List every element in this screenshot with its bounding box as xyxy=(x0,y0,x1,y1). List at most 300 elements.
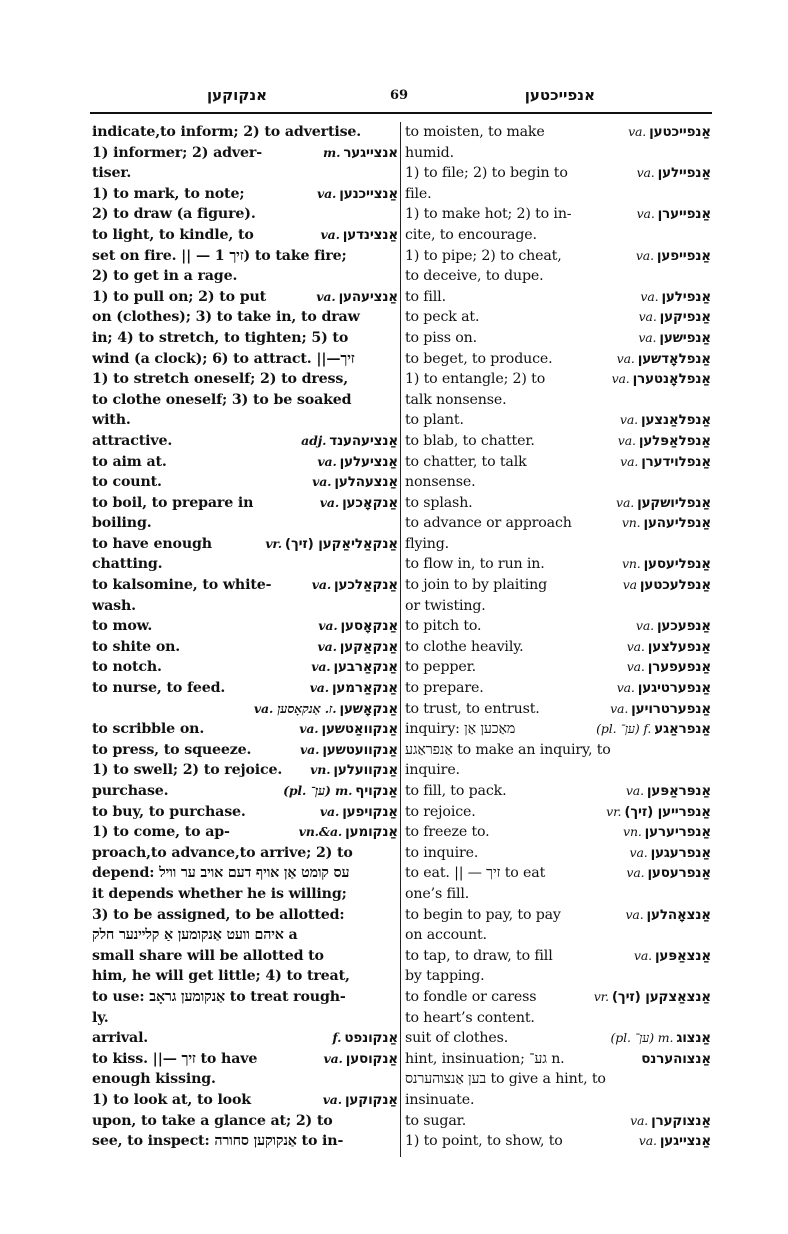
headword: אַנקאַלכען xyxy=(334,577,398,594)
definition-text: arrival. xyxy=(92,1030,149,1047)
definition-text: chatting. xyxy=(92,556,163,573)
definition-text: 1) to pull on; 2) to put xyxy=(92,288,267,305)
dictionary-line xyxy=(92,1028,398,1049)
definition-text: to inquire. xyxy=(405,844,479,861)
dictionary-line xyxy=(405,163,711,184)
headword: אַנציעהען xyxy=(338,288,398,305)
dictionary-line xyxy=(405,905,711,926)
dictionary-line xyxy=(405,678,711,699)
grammar-label: f. xyxy=(332,1030,342,1046)
grammar-label: va. xyxy=(638,329,657,345)
headword: אַנצייגען xyxy=(659,1133,711,1150)
definition-text: to blab, to chatter. xyxy=(405,432,535,449)
headword: אַנצעהלען xyxy=(334,474,398,491)
headword: אַנפיקען xyxy=(659,309,711,326)
dictionary-line xyxy=(92,637,398,658)
grammar-label: va. xyxy=(626,865,645,881)
headword: אַנפערטיגען xyxy=(637,680,711,697)
grammar-label: va. xyxy=(316,185,337,201)
headword: אַנצוקערן xyxy=(651,1112,711,1129)
definition-text: with. xyxy=(92,412,131,429)
dictionary-line xyxy=(92,884,398,905)
dictionary-line xyxy=(405,863,711,884)
dictionary-line xyxy=(405,143,711,164)
dictionary-line xyxy=(92,925,398,946)
definition-text: to heart’s content. xyxy=(405,1009,535,1026)
dictionary-line xyxy=(92,410,398,431)
definition-text: 1) to make hot; 2) to in- xyxy=(405,206,572,223)
definition-text: inquire. xyxy=(405,762,460,779)
grammar-label: vn. xyxy=(623,824,642,840)
dictionary-line xyxy=(92,616,398,637)
definition-text: indicate,to inform; 2) to advertise. xyxy=(92,124,362,140)
definition-text: בען אַנצוהערנס to give a hint, to xyxy=(405,1071,606,1088)
dictionary-line xyxy=(405,1008,711,1029)
definition-text: on (clothes); 3) to take in, to draw xyxy=(92,309,360,326)
headword: אַנקאַרבען xyxy=(333,659,398,676)
grammar-label: vr. xyxy=(606,803,622,819)
grammar-label: va. xyxy=(628,124,647,139)
definition-text: 2) to draw (a figure). xyxy=(92,206,256,223)
dictionary-line xyxy=(405,266,711,287)
headword: אַנקוסען xyxy=(345,1050,398,1067)
definition-text: to begin to pay, to pay xyxy=(405,906,561,923)
definition-text: 1) to swell; 2) to rejoice. xyxy=(92,762,283,779)
grammar-label: vr. xyxy=(593,988,609,1004)
headword: אַנפליעהען xyxy=(643,515,711,532)
definition-text: to moisten, to make xyxy=(405,124,545,140)
dictionary-line xyxy=(92,534,398,555)
definition-text: to freeze to. xyxy=(405,824,490,841)
headword: אַנפליעסען xyxy=(643,556,711,573)
grammar-label: (pl. ען־) m. xyxy=(283,783,353,798)
definition-text: to count. xyxy=(92,474,162,491)
definition-text: 1) to pipe; 2) to cheat, xyxy=(405,247,562,264)
dictionary-line xyxy=(92,472,398,493)
grammar-label: va. xyxy=(638,309,657,325)
dictionary-line xyxy=(92,307,398,328)
definition-text: tiser. xyxy=(92,165,132,182)
grammar-label: va. xyxy=(616,680,635,696)
headword: אַנפייפען xyxy=(656,247,711,264)
headword: אַנקאָסען xyxy=(340,618,398,635)
grammar-label: va. xyxy=(312,474,332,490)
dictionary-line xyxy=(92,143,398,164)
grammar-label: va. xyxy=(317,638,337,654)
definition-text: insinuate. xyxy=(405,1091,475,1108)
grammar-label: va. xyxy=(636,206,655,222)
dictionary-line xyxy=(405,349,711,370)
dictionary-line xyxy=(92,554,398,575)
definition-text: to notch. xyxy=(92,659,162,676)
definition-text: to pepper. xyxy=(405,659,477,676)
grammar-label: va. xyxy=(638,1133,657,1149)
headword: אַנצאַצקען (זיך) xyxy=(611,988,711,1005)
headword: אַנפלאַנצען xyxy=(640,412,711,429)
dictionary-line xyxy=(92,966,398,987)
column-divider xyxy=(400,122,401,1157)
dictionary-line xyxy=(92,1008,398,1029)
definition-text: wash. xyxy=(92,597,136,614)
definition-text: 1) to point, to show, to xyxy=(405,1133,563,1150)
grammar-label: va. xyxy=(636,165,655,181)
headword: אַנקאָשען xyxy=(339,700,398,717)
dictionary-line xyxy=(92,802,398,823)
dictionary-line xyxy=(405,802,711,823)
dictionary-line xyxy=(405,1131,711,1152)
definition-text: to kiss. ||— זיך to have xyxy=(92,1050,258,1067)
definition-text: hint, insinuation; גע־ n. xyxy=(405,1050,565,1067)
dictionary-line xyxy=(405,884,711,905)
headword: אַנפיילען xyxy=(657,165,711,182)
grammar-label: va. xyxy=(620,453,639,469)
definition-text: in; 4) to stretch, to tighten; 5) to xyxy=(92,329,349,346)
dictionary-line xyxy=(92,1131,398,1152)
definition-text: set on fire. || — זיך 1) to take fire; xyxy=(92,247,347,264)
grammar-label: (pl. ען־) m. xyxy=(610,1030,674,1046)
dictionary-line xyxy=(92,863,398,884)
dictionary-line xyxy=(405,946,711,967)
dictionary-line xyxy=(92,657,398,678)
header-right-word: אנפייכטען xyxy=(524,86,595,104)
dictionary-line xyxy=(405,122,711,143)
dictionary-line xyxy=(92,266,398,287)
dictionary-line xyxy=(405,1111,711,1132)
definition-text: to pitch to. xyxy=(405,618,482,635)
headword: אַנפייכטען xyxy=(649,124,711,140)
headword: אַנפלאָדשען xyxy=(637,350,711,367)
dictionary-line xyxy=(405,1069,711,1090)
grammar-label: va. xyxy=(320,226,340,242)
dictionary-line xyxy=(92,204,398,225)
dictionary-line xyxy=(405,513,711,534)
grammar-label: va. xyxy=(630,1112,649,1128)
grammar-label: m. xyxy=(323,144,341,160)
dictionary-line xyxy=(405,472,711,493)
definition-text: boiling. xyxy=(92,515,152,532)
dictionary-line xyxy=(92,431,398,452)
dictionary-line xyxy=(405,328,711,349)
headword: אַנפישען xyxy=(659,329,711,346)
headword: אַנפעכען xyxy=(656,618,711,635)
dictionary-line xyxy=(405,760,711,781)
dictionary-line xyxy=(405,657,711,678)
definition-text: to eat. || — זיך to eat xyxy=(405,865,546,882)
dictionary-line xyxy=(92,287,398,308)
header-rule xyxy=(90,112,712,114)
headword: אַנפּראַפּען xyxy=(646,783,711,799)
dictionary-line xyxy=(405,184,711,205)
grammar-label: va. xyxy=(316,288,336,304)
definition-text: 1) to look at, to look xyxy=(92,1091,251,1108)
left-column xyxy=(92,122,398,1152)
headword: אַנפליושקען xyxy=(637,494,711,511)
definition-text: to have enough xyxy=(92,535,212,552)
headword: אנצייגער xyxy=(343,144,398,161)
definition-text: to advance or approach xyxy=(405,515,572,532)
definition-text: by tapping. xyxy=(405,968,485,985)
dictionary-line xyxy=(92,575,398,596)
dictionary-line xyxy=(92,1090,398,1111)
definition-text: humid. xyxy=(405,144,454,161)
definition-text: to deceive, to dupe. xyxy=(405,268,544,285)
grammar-label: va. xyxy=(619,412,638,428)
headword: אַנקוואַטשען xyxy=(321,721,398,738)
headword: אַנפעלצען xyxy=(647,638,711,655)
dictionary-line xyxy=(92,719,398,740)
definition-text: inquiry: מאַכען אַן xyxy=(405,721,516,738)
dictionary-line xyxy=(405,1028,711,1049)
headword: אַנקויפען xyxy=(342,803,398,820)
dictionary-line xyxy=(405,554,711,575)
definition-text: nonsense. xyxy=(405,474,476,491)
dictionary-line xyxy=(92,246,398,267)
definition-text: 1) to file; 2) to begin to xyxy=(405,165,568,182)
definition-text: to mow. xyxy=(92,618,153,635)
headword: אַנפלאָנטערן xyxy=(632,371,711,388)
headword: אַנפלוידערן xyxy=(641,453,711,470)
dictionary-line xyxy=(92,781,398,802)
definition-text: him, he will get little; 4) to treat, xyxy=(92,968,350,985)
grammar-label: va. xyxy=(319,803,340,819)
headword: אַנפעפערן xyxy=(647,659,711,676)
dictionary-line xyxy=(92,225,398,246)
grammar-label: va. xyxy=(626,659,645,675)
headword: אַנפראַגע xyxy=(654,721,711,738)
dictionary-line xyxy=(405,781,711,802)
right-column xyxy=(405,122,711,1152)
definition-text: איהם וועט אַנקומען אַ קליינער חלק a xyxy=(92,927,298,944)
definition-text: small share will be allotted to xyxy=(92,947,324,964)
headword: אַנקונפט xyxy=(344,1030,398,1047)
headword: אַנצינדען xyxy=(342,226,398,243)
dictionary-line xyxy=(405,843,711,864)
definition-text: 3) to be assigned, to be allotted: xyxy=(92,906,345,923)
headword: אַנצוג xyxy=(676,1030,711,1047)
definition-text: flying. xyxy=(405,535,450,552)
definition-text: to chatter, to talk xyxy=(405,453,527,470)
dictionary-line xyxy=(92,452,398,473)
headword: אַנציעלען xyxy=(339,453,398,470)
definition-text: to scribble on. xyxy=(92,721,205,738)
dictionary-line xyxy=(405,596,711,617)
grammar-label: vn. xyxy=(621,515,641,531)
dictionary-line xyxy=(405,616,711,637)
headword: אַנצייכנען xyxy=(339,185,398,202)
grammar-label: va. xyxy=(626,638,645,654)
definition-text: to plant. xyxy=(405,412,464,429)
header-left-word: אנקוקען xyxy=(207,86,268,104)
dictionary-line xyxy=(92,699,398,720)
dictionary-line xyxy=(405,307,711,328)
headword: אַנפרייען (זיך) xyxy=(624,803,711,820)
definition-text: ly. xyxy=(92,1009,109,1026)
grammar-label: va. xyxy=(629,844,648,860)
dictionary-line xyxy=(92,1111,398,1132)
dictionary-line xyxy=(92,822,398,843)
definition-text: to prepare. xyxy=(405,680,484,697)
dictionary-line xyxy=(92,349,398,370)
grammar-label: va. xyxy=(617,432,636,448)
grammar-label: va. xyxy=(322,1091,342,1107)
dictionary-line xyxy=(405,493,711,514)
dictionary-line xyxy=(92,184,398,205)
headword: אַנצאָהלען xyxy=(646,906,711,923)
definition-text: upon, to take a glance at; 2) to xyxy=(92,1112,333,1129)
dictionary-line xyxy=(405,410,711,431)
dictionary-line xyxy=(405,1090,711,1111)
dictionary-line xyxy=(405,699,711,720)
dictionary-line xyxy=(405,390,711,411)
grammar-label: va. xyxy=(616,494,635,510)
definition-text: to flow in, to run in. xyxy=(405,556,545,573)
grammar-label: va. xyxy=(309,680,329,696)
definition-text: or twisting. xyxy=(405,597,486,614)
definition-text: to fondle or caress xyxy=(405,988,537,1005)
grammar-label: adj. xyxy=(301,432,327,448)
running-header xyxy=(92,86,710,108)
grammar-label: va xyxy=(622,577,637,593)
definition-text: to kalsomine, to white- xyxy=(92,577,272,594)
grammar-label: va. xyxy=(319,494,340,510)
definition-text: to fill. xyxy=(405,288,446,305)
dictionary-line xyxy=(405,822,711,843)
definition-text: to light, to kindle, to xyxy=(92,226,254,243)
dictionary-line xyxy=(405,225,711,246)
grammar-label: vr. xyxy=(265,535,282,551)
definition-text: to aim at. xyxy=(92,453,167,470)
grammar-label: va. xyxy=(611,371,630,387)
headword: אַנצאַפּען xyxy=(654,947,711,964)
dictionary-line xyxy=(405,204,711,225)
dictionary-line xyxy=(92,122,398,143)
definition-text: one’s fill. xyxy=(405,885,470,902)
grammar-label: va. xyxy=(300,741,320,757)
grammar-label: va. xyxy=(299,721,319,737)
headword: אַנקאָכען xyxy=(342,494,398,511)
headword: אַנציעהענד xyxy=(329,432,398,449)
definition-text: 2) to get in a rage. xyxy=(92,268,238,285)
definition-text: 1) to entangle; 2) to xyxy=(405,371,546,388)
definition-text: enough kissing. xyxy=(92,1071,216,1088)
dictionary-line xyxy=(92,1049,398,1070)
headword: אַנפלעכטען xyxy=(639,577,711,594)
headword: אַנקומען xyxy=(345,824,398,841)
headword: אַנקוקען xyxy=(344,1091,398,1108)
dictionary-line xyxy=(405,1049,711,1070)
headword: אַנפריערען xyxy=(644,824,711,841)
definition-text: to clothe oneself; 3) to be soaked xyxy=(92,391,352,408)
headword: אַנקוועטשען xyxy=(322,741,398,758)
grammar-label: va. xyxy=(610,700,629,716)
dictionary-line xyxy=(92,390,398,411)
headword: אַנקויף xyxy=(355,783,398,799)
dictionary-line xyxy=(92,760,398,781)
grammar-label: va. xyxy=(318,618,338,634)
definition-text: 1) informer; 2) adver- xyxy=(92,144,262,161)
headword: אַנפילען xyxy=(661,288,711,305)
headword: אַנקאַליאַקען (זיך) xyxy=(284,535,398,552)
definition-text: to peck at. xyxy=(405,309,480,326)
headword: אַנפלאַפּלען xyxy=(638,432,711,449)
definition-text: on account. xyxy=(405,927,487,944)
definition-text: אַנפראַגע to make an inquiry, to xyxy=(405,741,611,758)
definition-text: suit of clothes. xyxy=(405,1030,509,1047)
grammar-label: va. xyxy=(640,288,659,304)
dictionary-line xyxy=(92,987,398,1008)
definition-text: wind (a clock); 6) to attract. ||—זיך xyxy=(92,350,355,367)
definition-text: to tap, to draw, to fill xyxy=(405,947,553,964)
grammar-label: va. xyxy=(311,659,331,675)
dictionary-line xyxy=(92,905,398,926)
dictionary-line xyxy=(405,637,711,658)
definition-text: to boil, to prepare in xyxy=(92,494,254,511)
grammar-label: va. ז. אַנקאָסען. xyxy=(253,700,337,716)
dictionary-line xyxy=(92,946,398,967)
grammar-label: vn. xyxy=(310,762,331,778)
headword: אַנקוועלען xyxy=(333,762,398,779)
headword: אַנקאַרמען xyxy=(331,680,398,697)
dictionary-line xyxy=(405,534,711,555)
definition-text: to press, to squeeze. xyxy=(92,741,252,758)
definition-text: 1) to come, to ap- xyxy=(92,824,230,841)
definition-text: to splash. xyxy=(405,494,473,511)
dictionary-line xyxy=(405,246,711,267)
grammar-label: va. xyxy=(311,577,332,593)
definition-text: attractive. xyxy=(92,432,173,449)
grammar-label: va. xyxy=(633,947,652,963)
definition-text: to join to by plaiting xyxy=(405,577,548,594)
dictionary-line xyxy=(92,493,398,514)
definition-text: to buy, to purchase. xyxy=(92,803,246,820)
definition-text: to use: אַנקומען גראָב to treat rough- xyxy=(92,988,346,1005)
page-number: 69 xyxy=(390,88,409,103)
grammar-label: va. xyxy=(635,618,654,634)
dictionary-line xyxy=(92,1069,398,1090)
dictionary-line xyxy=(405,369,711,390)
dictionary-line xyxy=(405,287,711,308)
headword: אַנפייערן xyxy=(657,206,711,223)
definition-text: purchase. xyxy=(92,783,169,799)
definition-text: to clothe heavily. xyxy=(405,638,524,655)
headword: אַנפרעסען xyxy=(647,865,711,882)
definition-text: 1) to mark, to note; xyxy=(92,185,245,202)
grammar-label: va. xyxy=(625,906,644,922)
definition-text: to shite on. xyxy=(92,638,181,655)
definition-text: it depends whether he is willing; xyxy=(92,885,347,902)
definition-text: to fill, to pack. xyxy=(405,783,507,799)
dictionary-line xyxy=(405,987,711,1008)
dictionary-line xyxy=(405,740,711,761)
headword: אַנקאַקען xyxy=(339,638,398,655)
headword: אַנצוהערנס xyxy=(641,1050,711,1067)
dictionary-line xyxy=(92,596,398,617)
definition-text: see, to inspect: אַנקוקען סחורה to in- xyxy=(92,1133,344,1150)
definition-text: cite, to encourage. xyxy=(405,226,537,243)
headword: אַנפערטרויען xyxy=(631,700,711,717)
definition-text: depend: עס קומט אַן אויף דעם אויב ער וויל xyxy=(92,865,350,882)
definition-text: file. xyxy=(405,185,432,202)
grammar-label: va. xyxy=(323,1050,343,1066)
grammar-label: vn. xyxy=(621,556,641,572)
definition-text: proach,to advance,to arrive; 2) to xyxy=(92,844,353,861)
definition-text: to piss on. xyxy=(405,329,477,346)
grammar-label: (pl. ען־) f. xyxy=(596,721,652,737)
dictionary-line xyxy=(92,163,398,184)
dictionary-line xyxy=(92,513,398,534)
definition-text: talk nonsense. xyxy=(405,391,507,408)
dictionary-line xyxy=(405,452,711,473)
